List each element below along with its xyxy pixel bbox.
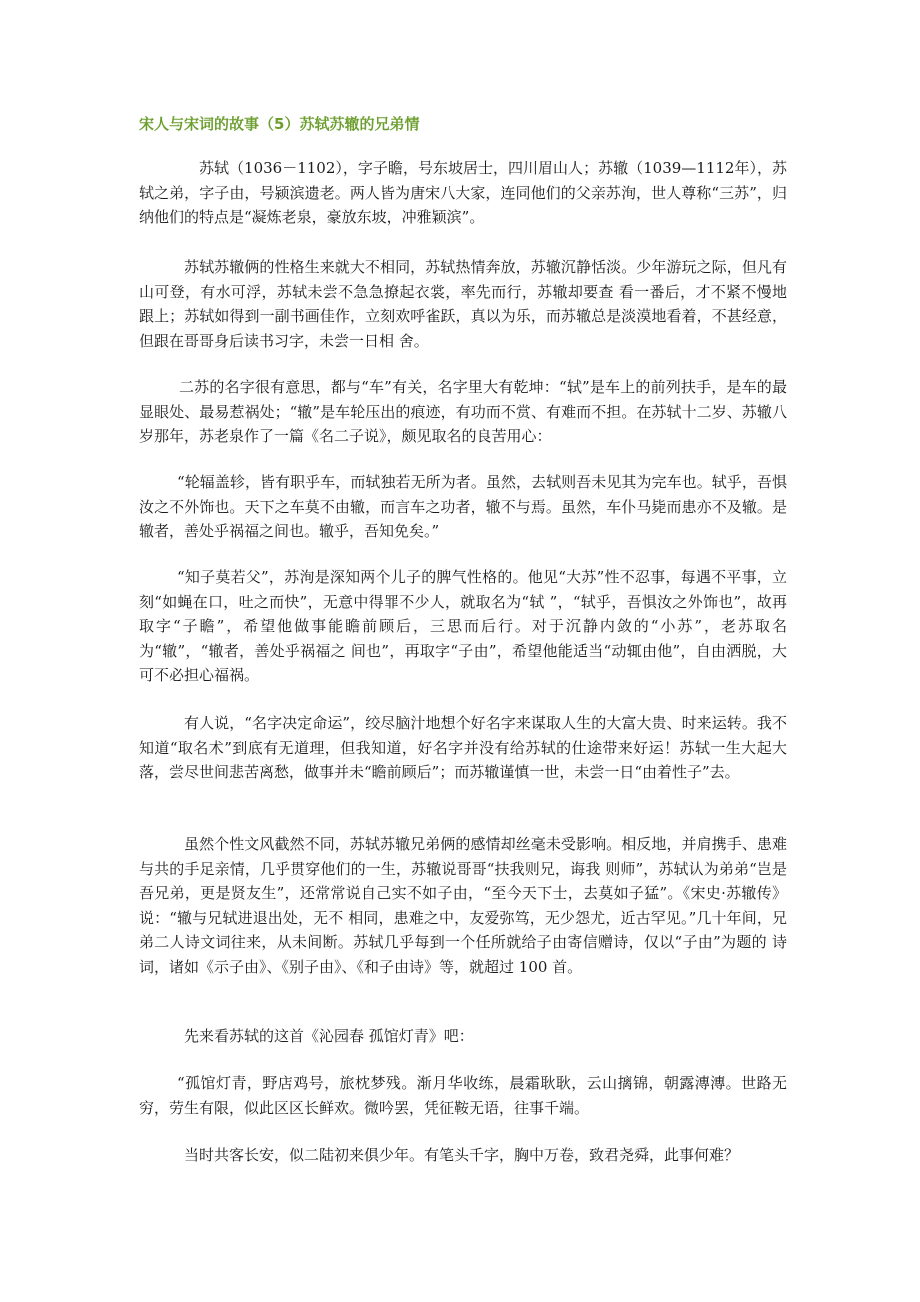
paragraph-name-fate: 有人说，“名字决定命运”，绞尽脑汁地想个好名字来谋取人生的大富大贵、时来运转。我不知道“取名术”到底有无道理，但我知道，好名字并没有给苏轼的仕途带来好运！苏轼一生大起大落，尝尽世间悲苦离愁，做事并未“瞻前顾后”；而苏辙谨慎一世，未尝一日“由着性子”去。 bbox=[139, 714, 787, 781]
article-title: 宋人与宋词的故事（5）苏轼苏辙的兄弟情 bbox=[139, 115, 420, 133]
paragraph-qinyuanchun-intro: 先来看苏轼的这首《沁园春 孤馆灯青》吧： bbox=[184, 1027, 474, 1045]
paragraph-names: 二苏的名字很有意思，都与“车”有关，名字里大有乾坤：“轼”是车上的前列扶手，是车的最显眼处、最易惹祸处；“辙”是车轮压出的痕迹，有功而不赏、有难而不担。在苏轼十二岁、苏辙八岁那年，苏老泉作了一篇《名二子说》，颇见取名的良苦用心： bbox=[139, 378, 787, 445]
paragraph-brotherhood: 虽然个性文风截然不同，苏轼苏辙兄弟俩的感情却丝毫未受影响。相反地，并肩携手、患难与共的手足亲情，几乎贯穿他们的一生，苏辙说哥哥“扶我则兄，诲我 则师”，苏轼认为弟弟“岂是吾兄弟，更是贤友生”，还常常说自己实不如子由，“至今天下士，去莫如子猛”。《宋史·苏辙传》说：“辙与兄轼进退出处，无不 相同，患难之中，友爱弥笃，无少怨尤，近古罕见。”几十年间，兄弟二人诗文词往来，从未间断。苏轼几乎每到一个任所就给子由寄信赠诗，仅以“子由”为题的 诗词，诸如《示子由》、《别子由》、《和子由诗》等，就超过 100 首。 bbox=[139, 835, 787, 976]
paragraph-father-knows: “知子莫若父”，苏洵是深知两个儿子的脾气性格的。他见“大苏”性不忍事，每遇不平事，立刻“如蝇在口，吐之而快”，无意中得罪不少人，就取名为“轼 ”，“轼乎，吾惧汝之外饰也”，故再取字“子瞻”，希望他做事能瞻前顾后，三思而后行。对于沉静内敛的“小苏”，老苏取名为“辙”，“辙者，善处乎祸福之 间也”，再取字“子由”，希望他能适当“动辄由他”，自由洒脱，大可不必担心福祸。 bbox=[139, 568, 787, 684]
paragraph-poem-part-2: 当时共客长安，似二陆初来俱少年。有笔头千字，胸中万卷，致君尧舜，此事何难？ bbox=[184, 1146, 740, 1164]
paragraph-quote-ming-er-zi-shuo: “轮辐盖轸，皆有职乎车，而轼独若无所为者。虽然，去轼则吾未见其为完车也。轼乎，吾惧汝之不外饰也。天下之车莫不由辙，而言车之功者，辙不与焉。虽然，车仆马毙而患亦不及辙。是辙者，善处乎祸福之间也。辙乎，吾知免矣。” bbox=[139, 473, 787, 540]
paragraph-intro: 苏轼（1036－1102），字子瞻，号东坡居士，四川眉山人；苏辙（1039—1112年），苏轼之弟，字子由，号颍滨遗老。两人皆为唐宋八大家，连同他们的父亲苏洵，世人尊称“三苏”，归纳他们的特点是“凝炼老泉，豪放东坡，冲雅颖滨”。 bbox=[139, 159, 787, 226]
paragraph-poem-part-1: “孤馆灯青，野店鸡号，旅枕梦残。渐月华收练，晨霜耿耿，云山摛锦，朝露漙漙。世路无穷，劳生有限，似此区区长鲜欢。微吟罢，凭征鞍无语，往事千端。 bbox=[139, 1074, 787, 1117]
paragraph-personality: 苏轼苏辙俩的性格生来就大不相同，苏轼热情奔放，苏辙沉静恬淡。少年游玩之际，但凡有山可登，有水可浮，苏轼未尝不急急撩起衣裳，率先而行，苏辙却要查 看一番后，才不紧不慢地跟上；苏轼如得到一副书画佳作，立刻欢呼雀跃，真以为乐，而苏辙总是淡漠地看着，不甚经意，但跟在哥哥身后读书习字，未尝一日相 舍。 bbox=[139, 258, 787, 350]
